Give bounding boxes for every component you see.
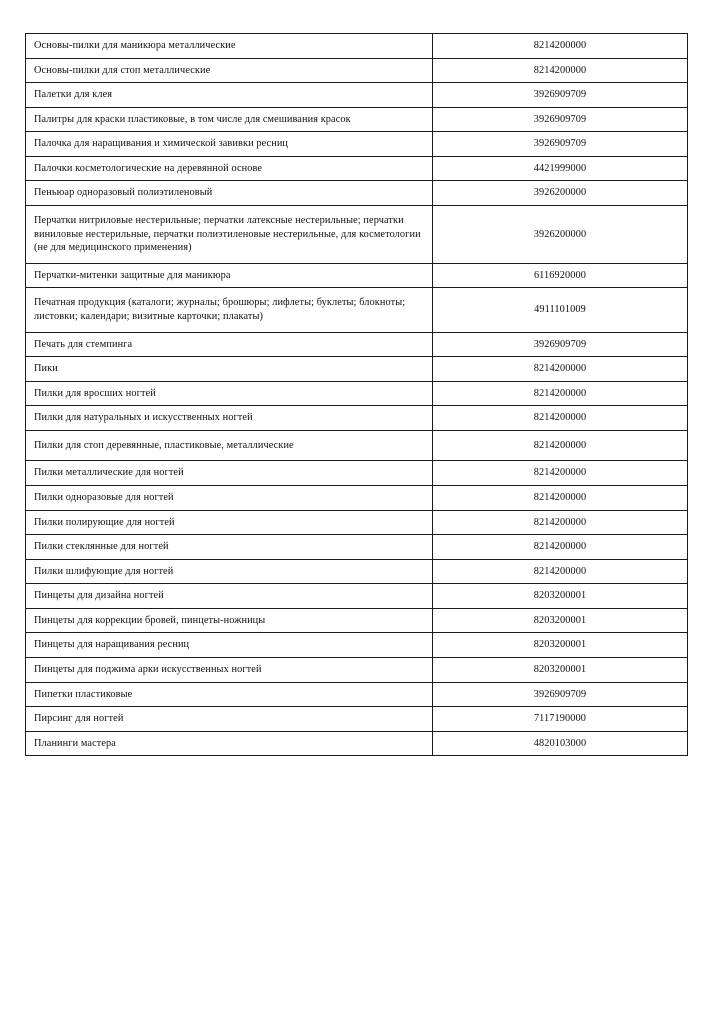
product-code-cell: 8203200001 — [433, 608, 688, 633]
table-row — [26, 584, 688, 609]
product-code-cell: 3926909709 — [433, 682, 688, 707]
product-name-cell: Палетки для клея — [26, 83, 433, 108]
table-row — [26, 731, 688, 756]
product-name-cell: Пилки металлические для ногтей — [26, 461, 433, 486]
table-row — [26, 682, 688, 707]
product-name-cell: Пипетки пластиковые — [26, 682, 433, 707]
product-name-cell: Пирсинг для ногтей — [26, 707, 433, 732]
product-name-cell: Пики — [26, 357, 433, 382]
product-name-cell: Пинцеты для коррекции бровей, пинцеты-ножницы — [26, 608, 433, 633]
table-body — [26, 34, 688, 756]
product-code-cell: 4421999000 — [433, 156, 688, 181]
product-name-cell: Основы-пилки для стоп металлические — [26, 58, 433, 83]
product-name-cell: Пеньюар одноразовый полиэтиленовый — [26, 181, 433, 206]
product-code-cell: 8203200001 — [433, 658, 688, 683]
product-name-cell: Пилки для вросших ногтей — [26, 381, 433, 406]
product-code-cell: 8214200000 — [433, 485, 688, 510]
product-code-cell: 8214200000 — [433, 510, 688, 535]
product-code-cell: 6116920000 — [433, 263, 688, 288]
product-code-cell: 8214200000 — [433, 34, 688, 59]
table-row — [26, 58, 688, 83]
table-row — [26, 357, 688, 382]
table-row — [26, 461, 688, 486]
product-name-cell: Основы-пилки для маникюра металлические — [26, 34, 433, 59]
product-code-cell: 8214200000 — [433, 559, 688, 584]
product-name-cell: Планинги мастера — [26, 731, 433, 756]
product-code-cell: 8203200001 — [433, 584, 688, 609]
product-code-cell: 3926909709 — [433, 332, 688, 357]
product-name-cell: Палочки косметологические на деревянной основе — [26, 156, 433, 181]
table-row — [26, 83, 688, 108]
table-row — [26, 132, 688, 157]
product-name-cell: Палочка для наращивания и химической завивки ресниц — [26, 132, 433, 157]
table-row — [26, 156, 688, 181]
table-row — [26, 707, 688, 732]
table-row — [26, 381, 688, 406]
table-row — [26, 288, 688, 332]
product-name-cell: Пилки шлифующие для ногтей — [26, 559, 433, 584]
product-code-cell: 4911101009 — [433, 288, 688, 332]
table-row — [26, 485, 688, 510]
table-row — [26, 107, 688, 132]
product-code-cell: 8214200000 — [433, 357, 688, 382]
product-code-cell: 8214200000 — [433, 461, 688, 486]
product-name-cell: Печать для стемпинга — [26, 332, 433, 357]
product-code-cell: 3926909709 — [433, 132, 688, 157]
product-code-cell: 8214200000 — [433, 430, 688, 461]
product-code-table — [25, 33, 688, 756]
table-row — [26, 633, 688, 658]
product-code-cell: 3926200000 — [433, 181, 688, 206]
product-code-cell: 7117190000 — [433, 707, 688, 732]
product-code-cell: 3926200000 — [433, 206, 688, 264]
product-code-cell: 8214200000 — [433, 406, 688, 431]
table-row — [26, 510, 688, 535]
product-code-cell: 3926909709 — [433, 107, 688, 132]
product-name-cell: Пилки стеклянные для ногтей — [26, 535, 433, 560]
product-code-cell: 8214200000 — [433, 381, 688, 406]
table-row — [26, 263, 688, 288]
table-row — [26, 608, 688, 633]
product-name-cell: Палитры для краски пластиковые, в том числе для смешивания красок — [26, 107, 433, 132]
table-row — [26, 535, 688, 560]
product-name-cell: Перчатки нитриловые нестерильные; перчатки латексные нестерильные; перчатки виниловые нестерильные, перчатки полиэтиленовые нестерильные, для косметологии (не для медицинского применения) — [26, 206, 433, 264]
product-name-cell: Печатная продукция (каталоги; журналы; брошюры; лифлеты; буклеты; блокноты; листовки; календари; визитные карточки; плакаты) — [26, 288, 433, 332]
product-name-cell: Пилки полирующие для ногтей — [26, 510, 433, 535]
table-row — [26, 658, 688, 683]
table-row — [26, 406, 688, 431]
product-name-cell: Пилки для стоп деревянные, пластиковые, металлические — [26, 430, 433, 461]
product-code-cell: 8214200000 — [433, 535, 688, 560]
table-row — [26, 430, 688, 461]
table-row — [26, 332, 688, 357]
table-row — [26, 559, 688, 584]
table-row — [26, 206, 688, 264]
product-code-cell: 8214200000 — [433, 58, 688, 83]
table-row — [26, 181, 688, 206]
product-name-cell: Перчатки-митенки защитные для маникюра — [26, 263, 433, 288]
product-code-cell: 4820103000 — [433, 731, 688, 756]
product-name-cell: Пинцеты для наращивания ресниц — [26, 633, 433, 658]
product-code-cell: 3926909709 — [433, 83, 688, 108]
product-name-cell: Пинцеты для дизайна ногтей — [26, 584, 433, 609]
product-code-cell: 8203200001 — [433, 633, 688, 658]
product-name-cell: Пилки для натуральных и искусственных ногтей — [26, 406, 433, 431]
product-name-cell: Пинцеты для поджима арки искусственных ногтей — [26, 658, 433, 683]
table-row — [26, 34, 688, 59]
product-name-cell: Пилки одноразовые для ногтей — [26, 485, 433, 510]
